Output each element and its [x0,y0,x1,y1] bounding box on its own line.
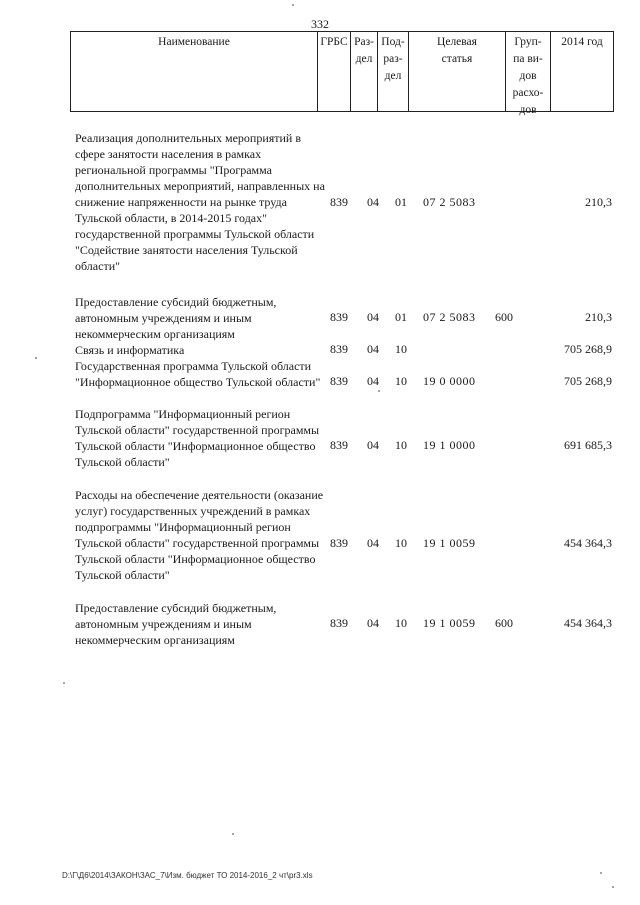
scan-speck [378,390,380,392]
row-gruppa: 600 [495,310,513,324]
row-grbs: 839 [330,536,348,550]
scan-speck [612,886,614,888]
header-razdel: Раз- дел [351,32,378,111]
header-year: 2014 год [561,36,603,48]
row-amount: 454 364,3 [564,616,612,630]
row-grbs: 839 [330,438,348,452]
table-header [70,31,614,116]
row-amount: 454 364,3 [564,536,612,550]
row-podrazdel: 10 [395,342,407,356]
scan-speck [292,4,294,6]
file-path-footer: D:\Г\Д6\2014\ЗАКОН\ЗАС_7\Изм. бюджет ТО 2014-2016_2 чт\pr3.xls [62,871,313,880]
row-razdel: 04 [367,310,379,324]
scan-speck [35,357,37,359]
row-amount: 705 268,9 [564,374,612,388]
row-amount: 691 685,3 [564,438,612,452]
header-podrazdel: Под- раз- дел [378,32,409,111]
row-razdel: 04 [367,374,379,388]
row-gruppa: 600 [495,616,513,630]
row-podrazdel: 10 [395,374,407,388]
row-celevaya: 19 1 0059 [423,536,476,550]
scan-speck [232,833,234,835]
row-podrazdel: 01 [395,195,407,209]
row-celevaya: 07 2 5083 [423,310,476,324]
row-amount: 210,3 [585,195,612,209]
row-name: Расходы на обеспечение деятельности (оказание услуг) государственных учреждений в рамках подпрограммы "Информационный регион Тульской области" государственной программы Тульской области "Информационное общество Тульской области" [75,488,324,582]
header-grbs: ГРБС [318,32,351,111]
row-podrazdel: 10 [395,616,407,630]
row-amount: 705 268,9 [564,342,612,356]
row-celevaya: 19 1 0000 [423,438,476,452]
row-podrazdel: 10 [395,438,407,452]
row-razdel: 04 [367,438,379,452]
row-razdel: 04 [367,536,379,550]
row-razdel: 04 [367,195,379,209]
header-gruppa-vidov-rashodov: Груп- па ви- дов расхо- дов [506,32,551,111]
row-grbs: 839 [330,616,348,630]
row-name: Связь и информатика [75,343,185,357]
row-podrazdel: 01 [395,310,407,324]
row-razdel: 04 [367,616,379,630]
row-name: Предоставление субсидий бюджетным, автономным учреждениям и иным некоммерческим организациям [75,601,277,647]
row-podrazdel: 10 [395,536,407,550]
header-celevaya-statya: Целевая статья [409,32,506,111]
row-celevaya: 19 1 0059 [423,616,476,630]
row-celevaya: 19 0 0000 [423,374,476,388]
row-grbs: 839 [330,374,348,388]
row-name: Подпрограмма "Информационный регион Тульской области" государственной программы Тульской области "Информационное общество Тульской области" [75,407,320,469]
header-name: Наименование [71,32,318,111]
row-grbs: 839 [330,195,348,209]
scan-speck [63,682,65,684]
row-grbs: 839 [330,310,348,324]
row-razdel: 04 [367,342,379,356]
page-number: 332 [311,17,329,31]
row-celevaya: 07 2 5083 [423,195,476,209]
row-name: Реализация дополнительных мероприятий в сфере занятости населения в рамках региональной программы "Программа дополнительных мероприятий, направленных на снижение напряженности на рынке труда Тульской области, в 2014-2015 годах" государственной программы Тульской области "Содействие занятости населения Тульской области" [75,131,325,273]
row-grbs: 839 [330,342,348,356]
scan-speck [600,872,602,874]
row-amount: 210,3 [585,310,612,324]
row-name: Государственная программа Тульской области "Информационное общество Тульской области" [75,359,321,389]
row-name: Предоставление субсидий бюджетным, автономным учреждениям и иным некоммерческим организациям [75,295,277,341]
